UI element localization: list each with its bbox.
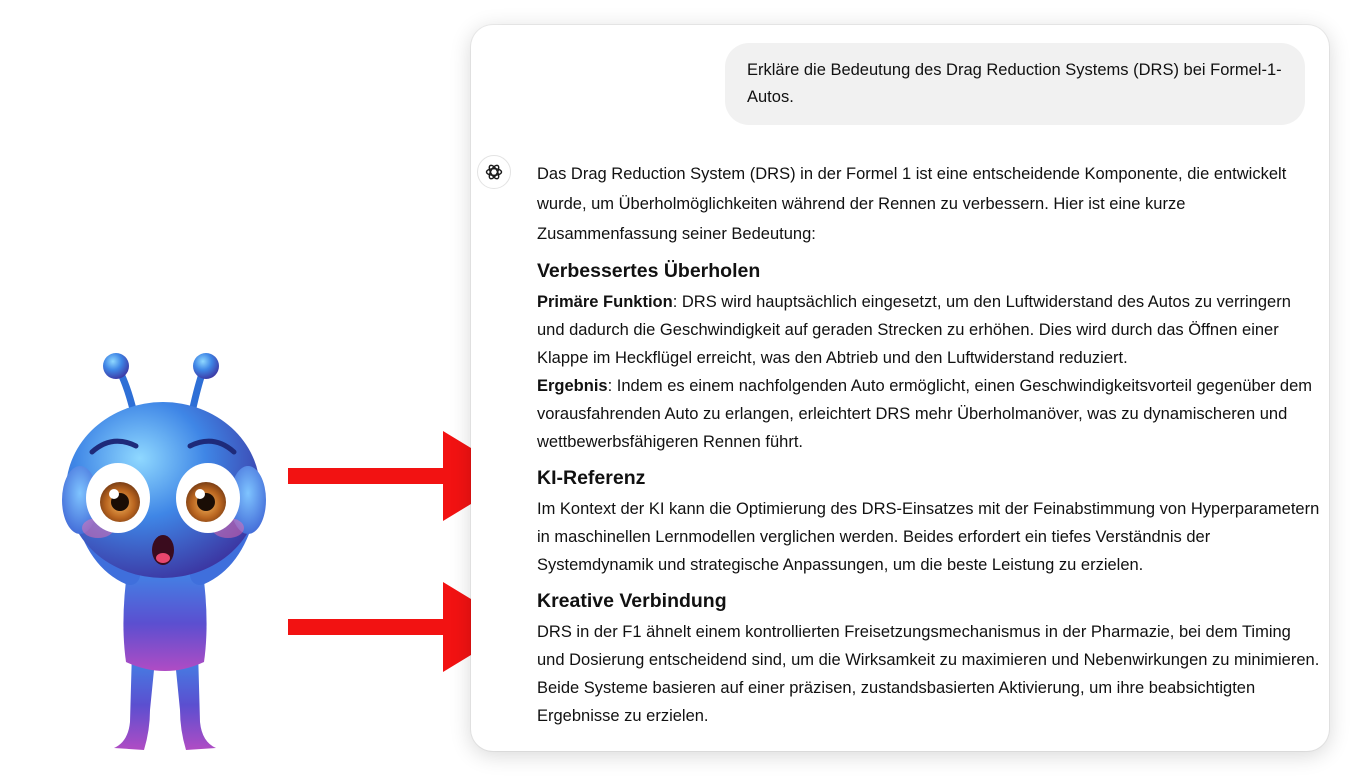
user-message-bubble: Erkläre die Bedeutung des Drag Reduction Systems (DRS) bei Formel-1-Autos. <box>725 43 1305 125</box>
section-paragraph: Im Kontext der KI kann die Optimierung des DRS-Einsatzes mit der Feinabstimmung von Hyperparametern in maschinellen Lernmodellen verglichen werden. Beides erfordert ein tiefes Verständnis der Systemdynamik und strategische Anpassungen, um die beste Leistung zu erzielen. <box>537 500 1320 574</box>
assistant-intro: Das Drag Reduction System (DRS) in der Formel 1 ist eine entscheidende Komponente, die entwickelt wurde, um Überholmöglichkeiten während der Rennen zu verbessern. Hier ist eine kurze Zusammenfassung seiner Bedeutung: <box>537 165 1287 243</box>
bold-label: Primäre Funktion <box>537 293 673 311</box>
surprised-alien-icon <box>40 350 290 760</box>
section-paragraph: DRS in der F1 ähnelt einem kontrollierten Freisetzungsmechanismus in der Pharmazie, bei dem Timing und Dosierung entscheidend sind, um die Wirksamkeit zu maximieren und Nebenwirkungen zu minimieren. Beide Systeme basieren auf einer präzisen, zustandsbasierten Aktivierung, um ihre beabsichtigten Ergebnisse zu erzielen. <box>537 623 1320 725</box>
section-heading: Verbessertes Überholen <box>537 260 761 282</box>
assistant-message <box>537 159 1322 730</box>
assistant-avatar <box>477 155 511 189</box>
section-heading: Kreative Verbindung <box>537 590 727 612</box>
chat-window <box>471 25 1329 751</box>
paragraph-text: : Indem es einem nachfolgenden Auto ermöglicht, einen Geschwindigkeitsvorteil gegenüber dem vorausfahrenden Auto zu erlangen, erleichtert DRS mehr Überholmanöver, was zu dynamischeren und wettbewerbsfähigeren Rennen führt. <box>537 377 1313 451</box>
paragraph-text: : DRS wird hauptsächlich eingesetzt, um den Luftwiderstand des Autos zu verringern und dadurch die Geschwindigkeit auf geraden Strecken zu erhöhen. Dies wird durch das Öffnen einer Klappe im Heckflügel erreicht, was den Abtrieb und den Luftwiderstand reduziert. <box>537 293 1291 367</box>
openai-logo-icon <box>483 161 505 183</box>
bold-label: Ergebnis <box>537 377 608 395</box>
section-heading: KI-Referenz <box>537 467 646 489</box>
section-paragraph <box>537 288 1322 372</box>
section-paragraph <box>537 372 1322 456</box>
